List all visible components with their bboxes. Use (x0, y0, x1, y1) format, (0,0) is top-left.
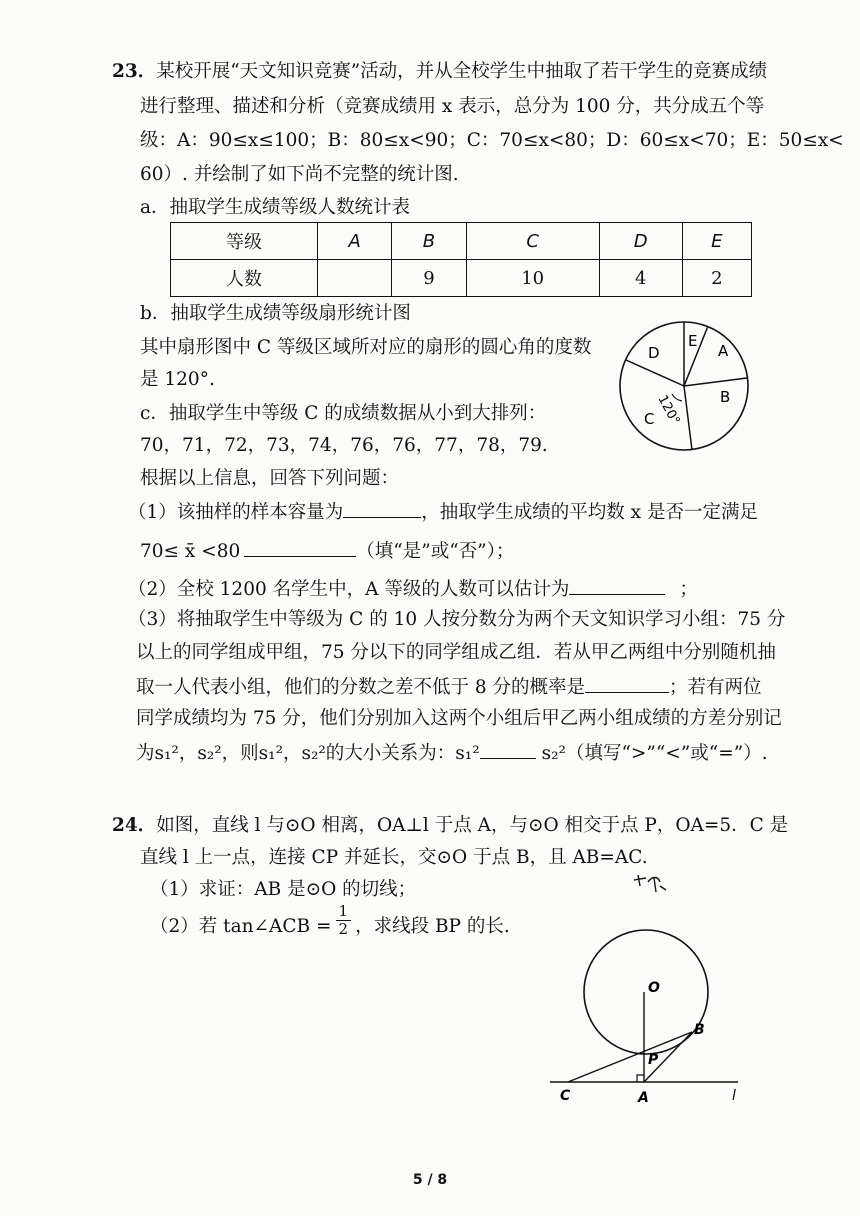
page-number: 5 / 8 (412, 1172, 448, 1188)
label-p: P (648, 1052, 659, 1068)
count-b: 9 (392, 260, 466, 297)
geometry-figure (540, 930, 760, 1110)
q3-text-3a: 取一人代表小组，他们的分数之差不低于 8 分的概率是 (136, 677, 586, 698)
part-b-text-2: 是 120°. (140, 369, 215, 390)
pie-label-b: B (720, 388, 731, 406)
grade-b: B (392, 223, 466, 260)
q24-stem-2: 直线 l 上一点，连接 CP 并延长，交⊙O 于点 B，且 AB=AC. (140, 847, 648, 868)
count-e: 2 (682, 260, 751, 297)
table-row (171, 223, 752, 260)
q3-line-4: 同学成绩均为 75 分，他们分别加入这两个小组后甲乙两小组成绩的方差分别记 (136, 708, 782, 729)
q24-stem-1: 如图，直线 l 与⊙O 相离，OA⊥l 于点 A，与⊙O 相交于点 P，OA=5．C 是 (156, 815, 789, 836)
fraction (336, 903, 352, 938)
count-label: 人数 (171, 260, 318, 297)
q23-sub1-line-2 (140, 538, 514, 564)
answer-blank-4[interactable] (585, 674, 669, 693)
q24-line-1 (112, 814, 788, 838)
label-b: B (694, 1022, 705, 1038)
q1-text-d: （填“是”或“否”）； (356, 541, 515, 562)
count-d: 4 (599, 260, 682, 297)
label-o: O (648, 980, 660, 996)
pie-angle-label: 120° (654, 392, 683, 428)
q23-stem-3: 级：A：90≤x≤100；B：80≤x<90；C：70≤x<80；D：60≤x<70；E：50≤x< (140, 130, 844, 151)
part-b-text-1: 其中扇形图中 C 等级区域所对应的扇形的圆心角的度数 (140, 337, 592, 358)
q24-sub2 (150, 901, 510, 939)
answer-blank-3[interactable] (569, 576, 665, 595)
pie-label-c: C (644, 410, 655, 428)
q2-text-a: （2）全校 1200 名学生中，A 等级的人数可以估计为 (128, 579, 570, 600)
segment-cb (568, 1032, 692, 1082)
q1-text-a: （1）该抽样的样本容量为 (128, 502, 344, 523)
q23-stem-1: 某校开展“天文知识竞赛”活动，并从全校学生中抽取了若干学生的竞赛成绩 (156, 61, 768, 82)
q3-line-2: 以上的同学组成甲组，75 分以下的同学组成乙组．若从甲乙两组中分别随机抽 (136, 642, 776, 663)
part-a-title: a．抽取学生成绩等级人数统计表 (140, 197, 411, 218)
q24-number: 24． (112, 815, 157, 836)
q3-text-5b: s₂²（填写“>”“<”或“=”）. (541, 743, 768, 764)
label-a: A (638, 1090, 649, 1106)
answer-prompt: 根据以上信息，回答下列问题： (140, 468, 400, 489)
fraction-denominator: 2 (338, 919, 349, 938)
q23-sub2-line (128, 576, 698, 602)
q1-text-b: ，抽取学生成绩的平均数 x 是否一定满足 (421, 502, 758, 523)
part-b-title: b．抽取学生成绩等级扇形统计图 (140, 303, 411, 324)
q23-stem-2: 进行整理、描述和分析（竞赛成绩用 x 表示，总分为 100 分，共分成五个等 (140, 96, 765, 117)
label-l: l (732, 1088, 736, 1104)
q23-line-1 (112, 60, 767, 84)
grade-a: A (318, 223, 392, 260)
q23-sub1-line (128, 499, 758, 525)
pie-label-d: D (648, 344, 660, 362)
handwritten-scribble (630, 872, 670, 898)
q3-line-1: （3）将抽取学生中等级为 C 的 10 人按分数分为两个天文知识学习小组：75 分 (128, 609, 786, 630)
answer-blank-2[interactable] (244, 538, 356, 557)
grade-e: E (682, 223, 751, 260)
q24-sub2-text-a: （2）若 tan∠ACB = (150, 916, 332, 937)
label-c: C (560, 1088, 571, 1104)
answer-blank-5[interactable] (480, 740, 536, 759)
count-a (318, 260, 392, 297)
q3-line-5 (136, 740, 768, 766)
grade-d: D (599, 223, 682, 260)
grade-count-table (170, 222, 752, 297)
pie-label-e: E (688, 332, 698, 350)
table-header-label: 等级 (171, 223, 318, 260)
part-c-data: 70，71，72，73，74，76，76，77，78，79. (140, 435, 548, 456)
q24-sub2-text-b: ，求线段 BP 的长. (355, 916, 510, 937)
q2-text-b: ； (679, 579, 698, 600)
q1-text-c: 70≤ x̄ <80 (140, 541, 241, 562)
table-row (171, 260, 752, 297)
q3-text-3b: ；若有两位 (669, 677, 762, 698)
q23-number: 23． (112, 61, 157, 82)
fraction-numerator: 1 (336, 903, 352, 921)
part-c-title: c．抽取学生中等级 C 的成绩数据从小到大排列： (140, 403, 547, 424)
q24-sub1: （1）求证：AB 是⊙O 的切线； (150, 879, 417, 900)
pie-label-a: A (718, 342, 729, 360)
count-c: 10 (466, 260, 599, 297)
grade-c: C (466, 223, 599, 260)
q23-stem-4: 60）. 并绘制了如下尚不完整的统计图. (140, 164, 459, 185)
q3-line-3 (136, 674, 762, 700)
q3-text-5a: 为s₁²，s₂²，则s₁²，s₂²的大小关系为：s₁² (136, 743, 480, 764)
pie-chart (616, 318, 752, 454)
answer-blank-1[interactable] (343, 499, 421, 518)
